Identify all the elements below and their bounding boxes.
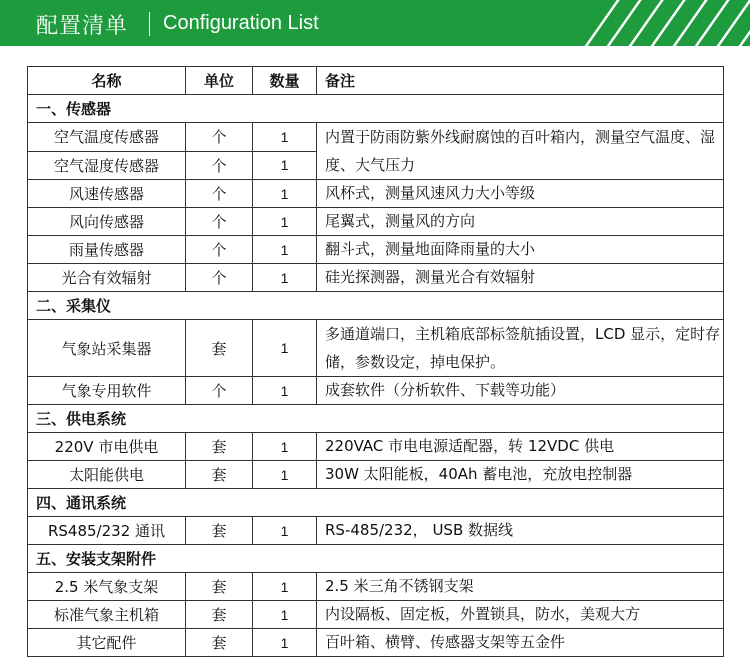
- column-header-unit: 单位: [186, 67, 253, 95]
- table-row: [28, 573, 724, 601]
- item-note: 尾翼式，测量风的方向: [317, 208, 724, 236]
- item-name: 风向传感器: [28, 208, 186, 236]
- item-note: 硅光探测器，测量光合有效辐射: [317, 264, 724, 292]
- item-qty: 1: [253, 123, 317, 152]
- section-title: 三、供电系统: [28, 405, 724, 433]
- item-name: 风速传感器: [28, 180, 186, 208]
- item-unit: 个: [186, 236, 253, 264]
- table-row: [28, 601, 724, 629]
- item-qty: 1: [253, 208, 317, 236]
- table-row: [28, 236, 724, 264]
- item-name: 其它配件: [28, 629, 186, 657]
- item-unit: 套: [186, 517, 253, 545]
- table-row: [28, 123, 724, 152]
- item-unit: 个: [186, 264, 253, 292]
- item-qty: 1: [253, 461, 317, 489]
- page-title-en: Configuration List: [163, 12, 319, 34]
- item-name: RS485/232 通讯: [28, 517, 186, 545]
- table-row: [28, 320, 724, 377]
- item-qty: 1: [253, 320, 317, 377]
- item-unit: 套: [186, 573, 253, 601]
- table-row: [28, 377, 724, 405]
- decorative-stripes: [580, 0, 750, 46]
- item-unit: 套: [186, 601, 253, 629]
- item-name: 标准气象主机箱: [28, 601, 186, 629]
- item-qty: 1: [253, 377, 317, 405]
- item-name: 空气温度传感器: [28, 123, 186, 152]
- title-divider: [149, 12, 150, 36]
- section-row: [28, 292, 724, 320]
- item-qty: 1: [253, 629, 317, 657]
- item-unit: 个: [186, 151, 253, 180]
- item-unit: 套: [186, 433, 253, 461]
- table-row: [28, 629, 724, 657]
- section-title: 五、安装支架附件: [28, 545, 724, 573]
- item-unit: 套: [186, 629, 253, 657]
- table-row: [28, 433, 724, 461]
- item-name: 空气湿度传感器: [28, 151, 186, 180]
- table-row: [28, 180, 724, 208]
- item-note: 2.5 米三角不锈钢支架: [317, 573, 724, 601]
- item-name: 太阳能供电: [28, 461, 186, 489]
- section-title: 四、通讯系统: [28, 489, 724, 517]
- item-unit: 个: [186, 208, 253, 236]
- header-banner: [0, 0, 750, 46]
- item-note: 翻斗式，测量地面降雨量的大小: [317, 236, 724, 264]
- item-unit: 个: [186, 123, 253, 152]
- item-name: 气象专用软件: [28, 377, 186, 405]
- item-unit: 个: [186, 180, 253, 208]
- column-header-name: 名称: [28, 67, 186, 95]
- item-name: 光合有效辐射: [28, 264, 186, 292]
- item-unit: 套: [186, 320, 253, 377]
- item-note: 30W 太阳能板，40Ah 蓄电池，充放电控制器: [317, 461, 724, 489]
- table-row: [28, 517, 724, 545]
- column-header-notes: 备注: [317, 67, 724, 95]
- item-note: 百叶箱、横臂、传感器支架等五金件: [317, 629, 724, 657]
- section-row: [28, 95, 724, 123]
- item-unit: 套: [186, 461, 253, 489]
- table-row: [28, 208, 724, 236]
- item-qty: 1: [253, 433, 317, 461]
- item-qty: 1: [253, 573, 317, 601]
- item-qty: 1: [253, 180, 317, 208]
- item-qty: 1: [253, 264, 317, 292]
- section-title: 二、采集仪: [28, 292, 724, 320]
- page-title-zh: 配置清单: [36, 14, 129, 39]
- item-note: 内设隔板、固定板，外置锁具，防水，美观大方: [317, 601, 724, 629]
- item-qty: 1: [253, 601, 317, 629]
- section-row: [28, 489, 724, 517]
- item-qty: 1: [253, 236, 317, 264]
- column-header-qty: 数量: [253, 67, 317, 95]
- table-row: [28, 264, 724, 292]
- item-unit: 个: [186, 377, 253, 405]
- item-note: 多通道端口，主机箱底部标签航插设置，LCD 显示，定时存储，参数设定，掉电保护。: [317, 320, 724, 377]
- item-qty: 1: [253, 151, 317, 180]
- item-note: 220VAC 市电电源适配器，转 12VDC 供电: [317, 433, 724, 461]
- item-note: 风杯式，测量风速风力大小等级: [317, 180, 724, 208]
- table-row: [28, 461, 724, 489]
- item-name: 气象站采集器: [28, 320, 186, 377]
- table-header-row: [28, 67, 724, 95]
- item-note: 成套软件（分析软件、下载等功能）: [317, 377, 724, 405]
- item-note: 内置于防雨防紫外线耐腐蚀的百叶箱内，测量空气温度、湿度、大气压力: [317, 123, 724, 180]
- section-row: [28, 405, 724, 433]
- item-name: 2.5 米气象支架: [28, 573, 186, 601]
- section-title: 一、传感器: [28, 95, 724, 123]
- section-row: [28, 545, 724, 573]
- item-name: 220V 市电供电: [28, 433, 186, 461]
- item-name: 雨量传感器: [28, 236, 186, 264]
- configuration-table: [27, 66, 724, 657]
- item-note: RS-485/232， USB 数据线: [317, 517, 724, 545]
- item-qty: 1: [253, 517, 317, 545]
